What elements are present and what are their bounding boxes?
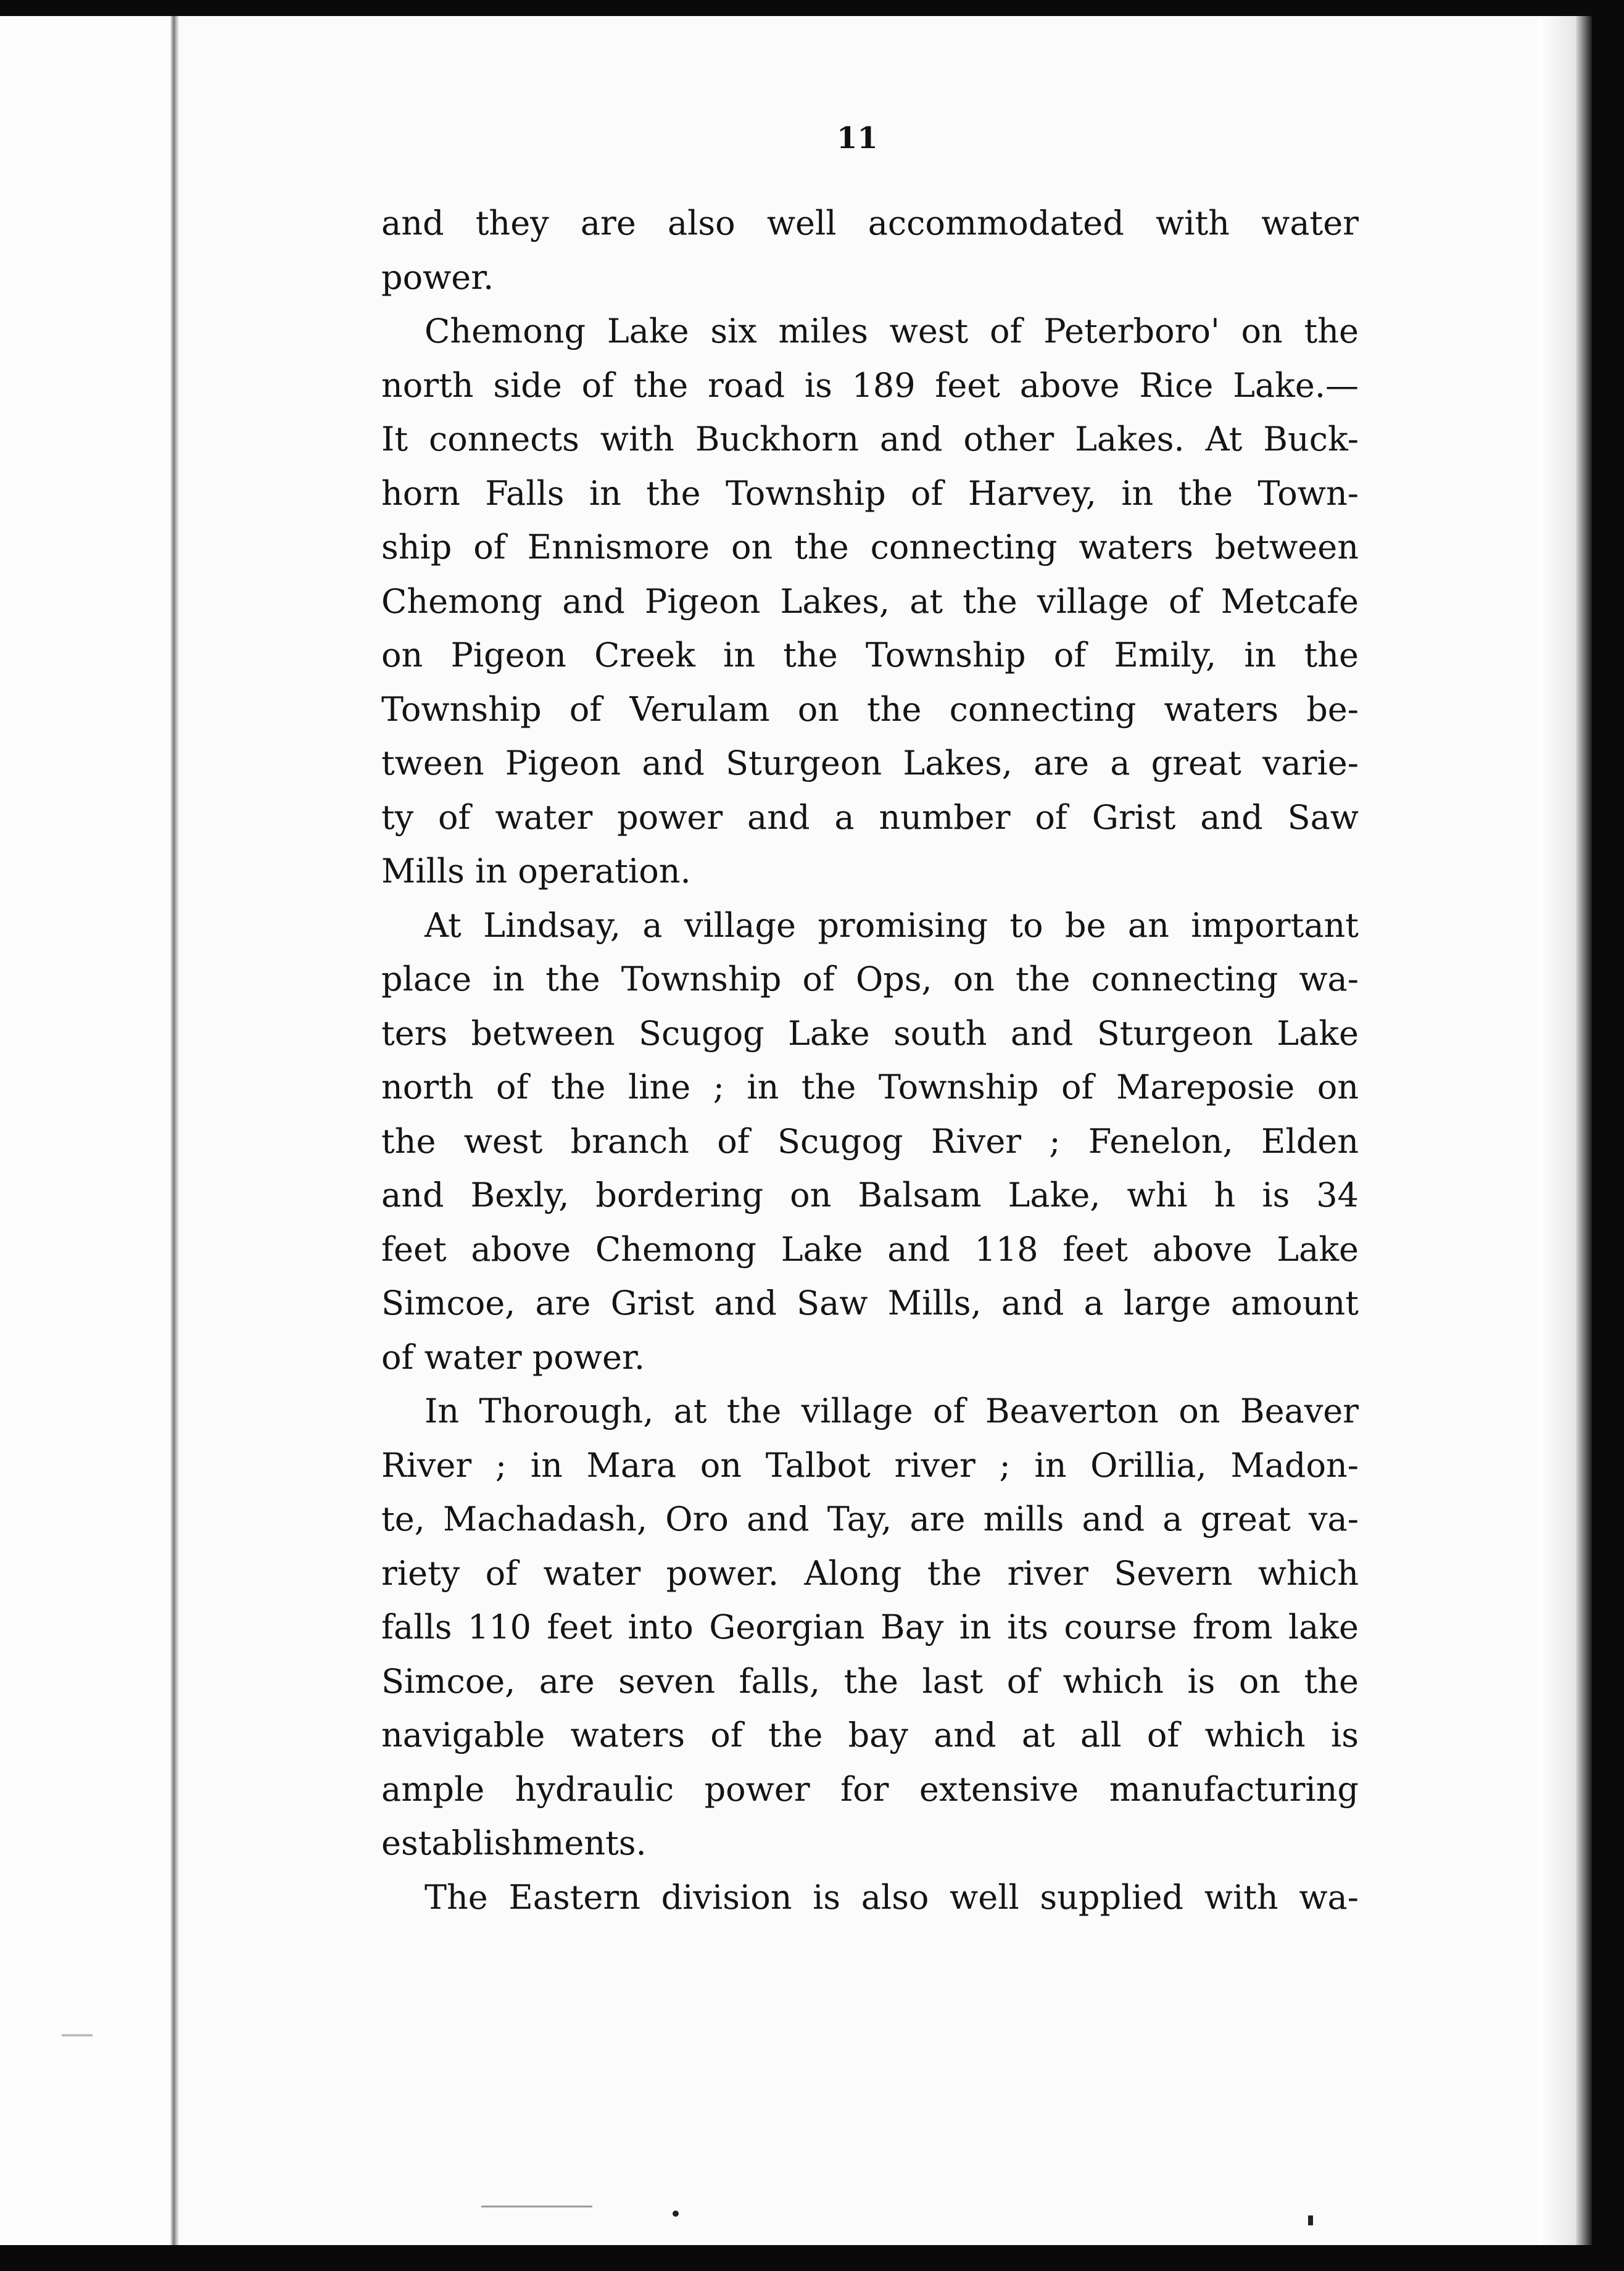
text-line: feet above Chemong Lake and 118 feet above Lake: [381, 1229, 1359, 1269]
text-line: place in the Township of Ops, on the connecting wa-: [381, 960, 1359, 998]
paragraph: [381, 1384, 1359, 1870]
text-line: The Eastern division is also well supplied with wa-: [425, 1877, 1359, 1917]
text-line: north of the line ; in the Township of Mareposie on: [381, 1068, 1359, 1106]
page-edge: [1576, 16, 1592, 2245]
paragraph: [381, 899, 1359, 1385]
text-line: ters between Scugog Lake south and Sturgeon Lake: [381, 1013, 1359, 1053]
text-line: falls 110 feet into Georgian Bay in its course from lake: [381, 1608, 1359, 1646]
text-line: Chemong Lake six miles west of Peterboro' on the: [425, 312, 1359, 351]
page-edge-shadow: [1539, 16, 1576, 2245]
text-line: establishments.: [381, 1824, 647, 1862]
bottom-rule: [481, 2206, 592, 2207]
text-line: In Thorough, at the village of Beaverton on Beaver: [425, 1392, 1359, 1430]
text-line: te, Machadash, Oro and Tay, are mills and a great va-: [381, 1500, 1359, 1538]
scan-right-border: [1592, 0, 1624, 2271]
text-line: ample hydraulic power for extensive manufacturing: [381, 1769, 1359, 1809]
text-line: ty of water power and a number of Grist and Saw: [381, 797, 1359, 837]
body-text: [381, 196, 1359, 1924]
ink-speck: [1308, 2215, 1313, 2225]
text-line: River ; in Mara on Talbot river ; in Orillia, Madon-: [381, 1445, 1359, 1485]
text-line: north side of the road is 189 feet above Rice Lake.—: [381, 365, 1359, 405]
text-line: and Bexly, bordering on Balsam Lake, whi h is 34: [381, 1176, 1359, 1214]
text-line: At Lindsay, a village promising to be an important: [425, 905, 1359, 945]
text-line: on Pigeon Creek in the Township of Emily, in the: [381, 636, 1359, 675]
paragraph: [381, 304, 1359, 899]
text-line: Simcoe, are seven falls, the last of which is on the: [381, 1661, 1359, 1701]
text-line: and they are also well accommodated with water: [381, 204, 1359, 243]
text-line: Mills in operation.: [381, 852, 691, 891]
text-line: Chemong and Pigeon Lakes, at the village of Metcafe: [381, 581, 1359, 621]
text-line: horn Falls in the Township of Harvey, in the Town-: [381, 473, 1359, 513]
paragraph: [381, 196, 1359, 304]
text-line: Township of Verulam on the connecting waters be-: [381, 689, 1359, 729]
text-line: tween Pigeon and Sturgeon Lakes, are a great varie-: [381, 744, 1359, 783]
text-line: power.: [381, 257, 494, 297]
book-gutter: [170, 16, 179, 2245]
text-line: It connects with Buckhorn and other Lakes. At Buck-: [381, 420, 1359, 459]
text-line: navigable waters of the bay and at all of which is: [381, 1716, 1359, 1754]
scan-bottom-border: [0, 2245, 1624, 2271]
page-number: 11: [837, 121, 878, 156]
text-line: riety of water power. Along the river Severn which: [381, 1553, 1359, 1593]
ink-speck: [673, 2211, 679, 2217]
text-line: of water power.: [381, 1337, 645, 1377]
left-page-margin: [0, 16, 170, 2245]
paragraph: [381, 1870, 1359, 1925]
text-line: Simcoe, are Grist and Saw Mills, and a large amount: [381, 1284, 1359, 1322]
text-line: the west branch of Scugog River ; Fenelon, Elden: [381, 1121, 1359, 1161]
text-line: ship of Ennismore on the connecting waters between: [381, 528, 1359, 567]
scan-top-border: [0, 0, 1624, 16]
margin-mark: [62, 2034, 93, 2036]
